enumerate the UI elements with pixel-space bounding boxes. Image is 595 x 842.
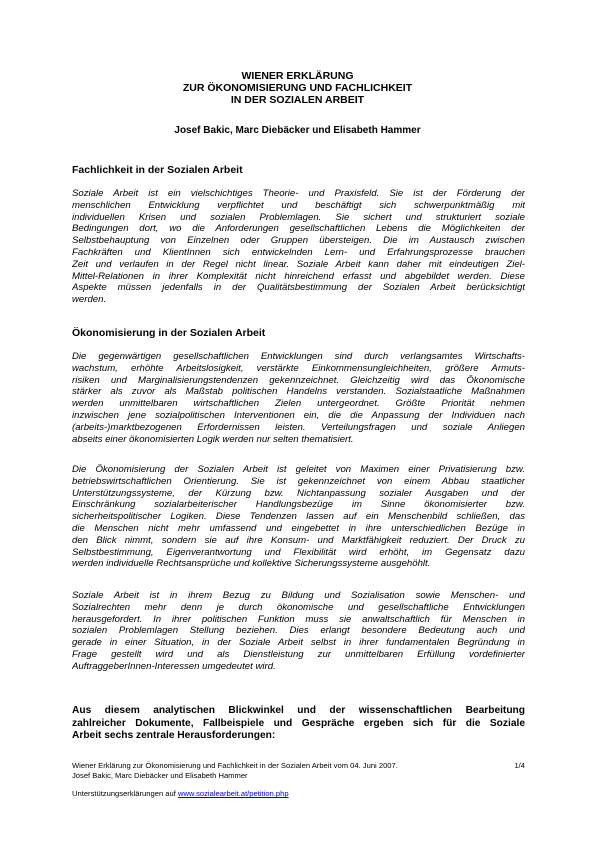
paragraph-line: Selbstbehauptung von Einzelnen oder Gruppen übersteigen. Die im Austausch zwischen	[72, 235, 525, 247]
paragraph-line: herausgefordert. In ihrer politischen Funktion muss sie anwaltschaftlich für Menschen in	[72, 613, 525, 625]
title-line-2: ZUR ÖKONOMISIERUNG UND FACHLICHKEIT	[182, 82, 413, 94]
paragraph-line: den Blick nimmt, sondern sie auf ihre Konsum- und Marktfähigkeit reduziert. Der Druck zu	[72, 534, 525, 546]
paragraph-line: werden individuelle Rechtsansprüche und kollektive Sicherungssysteme ausgehöhlt.	[72, 558, 431, 570]
paragraph-line: gerade in einer Situation, in der Soziale Arbeit selbst in ihrer fundamentalen Begründung in	[72, 637, 525, 649]
paragraph-line: sicherheitspolitischer Logiken. Diese Tendenzen lassen auf ein Menschenbild schließen, das	[72, 511, 525, 523]
paragraph-line: zahlreicher Dokumente, Fallbeispiele und Gespräche ergeben sich für die Soziale	[72, 717, 525, 729]
paragraph-line: werden unmittelbaren wirtschaftlichen Zielen untergeordnet. Größte Priorität nehmen	[72, 398, 525, 410]
footer-support-prefix: Unterstützungserklärungen auf	[72, 789, 176, 799]
paragraph-line: Die gegenwärtigen gesellschaftlichen Entwicklungen sind durch verlangsamtes Wirtschafts-	[72, 351, 525, 362]
section-heading-fachlichkeit: Fachlichkeit in der Sozialen Arbeit	[72, 164, 243, 176]
paragraph-line: Soziale Arbeit ist ein vielschichtiges Theorie- und Praxisfeld. Sie ist der Förderung der	[72, 188, 525, 199]
paragraph-line: Soziale Arbeit ist in ihrem Bezug zu Bildung und Sozialisation sowie Menschen- und	[72, 590, 525, 601]
paragraph-line: Die Ökonomisierung der Sozialen Arbeit ist geleitet von Maximen einer Privatisierung bzw.	[72, 464, 525, 475]
paragraph-line: werden.	[72, 294, 107, 306]
paragraph-line: individuellen Krisen und sozialen Problemlagen. Sie sichert und strukturiert soziale	[72, 211, 525, 223]
paragraph-line: (arbeits-)marktbezogenen Erfordernissen leisten. Verteilungsfragen und soziale Anliegen	[72, 421, 525, 433]
paragraph-line: menschlichen Entwicklung verpflichtet und beschäftigt sich schwerpunktmäßig mit	[72, 199, 525, 211]
authors: Josef Bakic, Marc Diebäcker und Elisabeth Hammer	[174, 125, 421, 136]
paragraph-line: Aspekte müssen jedenfalls in der Qualitätsbestimmung der Sozialen Arbeit berücksichtigt	[72, 282, 525, 294]
paragraph-line: Fachkräften und KlientInnen sich entwickelnden Lern- und Erfahrungsprozesse brauchen	[72, 246, 525, 258]
paragraph-line: Zeit und verlaufen in der Regel nicht linear. Soziale Arbeit kann daher mit eindeutigen Ziel-	[72, 258, 525, 270]
paragraph-line: die Menschen nicht mehr umfassend und eingebettet in ihre unterschiedlichen Bezüge in	[72, 522, 525, 534]
paragraph-fachlichkeit	[72, 188, 525, 306]
title-line-1: WIENER ERKLÄRUNG	[241, 70, 354, 82]
paragraph-line: AuftraggeberInnen-Interessen umgedeutet wird.	[72, 660, 276, 672]
paragraph-line: inzwischen jene sozialpolitischen Interventionen ein, die die Anpassung der Individuen nach	[72, 409, 525, 421]
paragraph-line: Frage gestellt wird und als Dienstleistung zur unmittelbaren Erfüllung vordefinierter	[72, 648, 525, 660]
paragraph-line: Unterstützungssysteme, der Kürzung bzw. Nichtanpassung sozialer Ausgaben und der	[72, 487, 525, 499]
paragraph-line: wachstum, erhöhte Arbeitslosigkeit, verstärkte Einkommensungleichheiten, größere Armuts-	[72, 362, 525, 374]
summary-paragraph	[72, 705, 525, 743]
paragraph-oekonomisierung-1	[72, 351, 525, 445]
paragraph-line: Mittel-Relationen in ihrer Komplexität nicht hinreichend erfasst und abgebildet werden. Diese	[72, 270, 525, 282]
paragraph-line: Einschränkung sozialarbeiterischer Handlungsbezüge im Sinne ökonomisierter bzw.	[72, 499, 525, 511]
page-number: 1/4	[514, 761, 525, 770]
document-title	[0, 70, 595, 106]
paragraph-line: Bedingungen dort, wo die Anforderungen gesellschaftlichen Lebens die Möglichkeiten der	[72, 223, 525, 235]
footer-citation: Wiener Erklärung zur Ökonomisierung und Fachlichkeit in der Sozialen Arbeit vom 04. Juni 2007.	[72, 761, 398, 770]
paragraph-line: Aus diesem analytischen Blickwinkel und der wissenschaftlichen Bearbeitung	[72, 705, 525, 716]
paragraph-line: Sozialrechten mehr denn je durch ökonomische und gesellschaftliche Entwicklungen	[72, 601, 525, 613]
paragraph-oekonomisierung-2	[72, 464, 525, 570]
section-heading-oekonomisierung: Ökonomisierung in der Sozialen Arbeit	[72, 327, 266, 339]
page-footer	[72, 761, 525, 799]
paragraph-line: betriebswirtschaftlichen Orientierung. Sie ist gekennzeichnet von einem Abbau staatlicher	[72, 475, 525, 487]
footer-support	[72, 789, 525, 799]
paragraph-line: abseits einer ökonomisierten Logik werden nur selten thematisiert.	[72, 433, 354, 445]
paragraph-oekonomisierung-3	[72, 590, 525, 673]
paragraph-line: sozialen Problemlagen Stellung beziehen. Dies erlangt besondere Bedeutung auch und	[72, 625, 525, 637]
footer-authors: Josef Bakic, Marc Diebäcker und Elisabeth Hammer	[72, 770, 248, 780]
paragraph-line: Arbeit sechs zentrale Herausforderungen:	[72, 730, 276, 742]
title-line-3: IN DER SOZIALEN ARBEIT	[230, 94, 365, 106]
paragraph-line: Selbstbestimmung, Eigenverantwortung und Flexibilität wird erhöht, im Gegensatz dazu	[72, 546, 525, 558]
paragraph-line: stärker als zuvor als Maßstab politischen Handelns verstanden. Sozialstaatliche Maßnahmen	[72, 386, 525, 398]
petition-link[interactable]: www.sozialearbeit.at/petition.php	[177, 789, 289, 799]
paragraph-line: risiken und Marginalisierungstendenzen gekennzeichnet. Gleichzeitig wird das Ökonomische	[72, 374, 525, 386]
